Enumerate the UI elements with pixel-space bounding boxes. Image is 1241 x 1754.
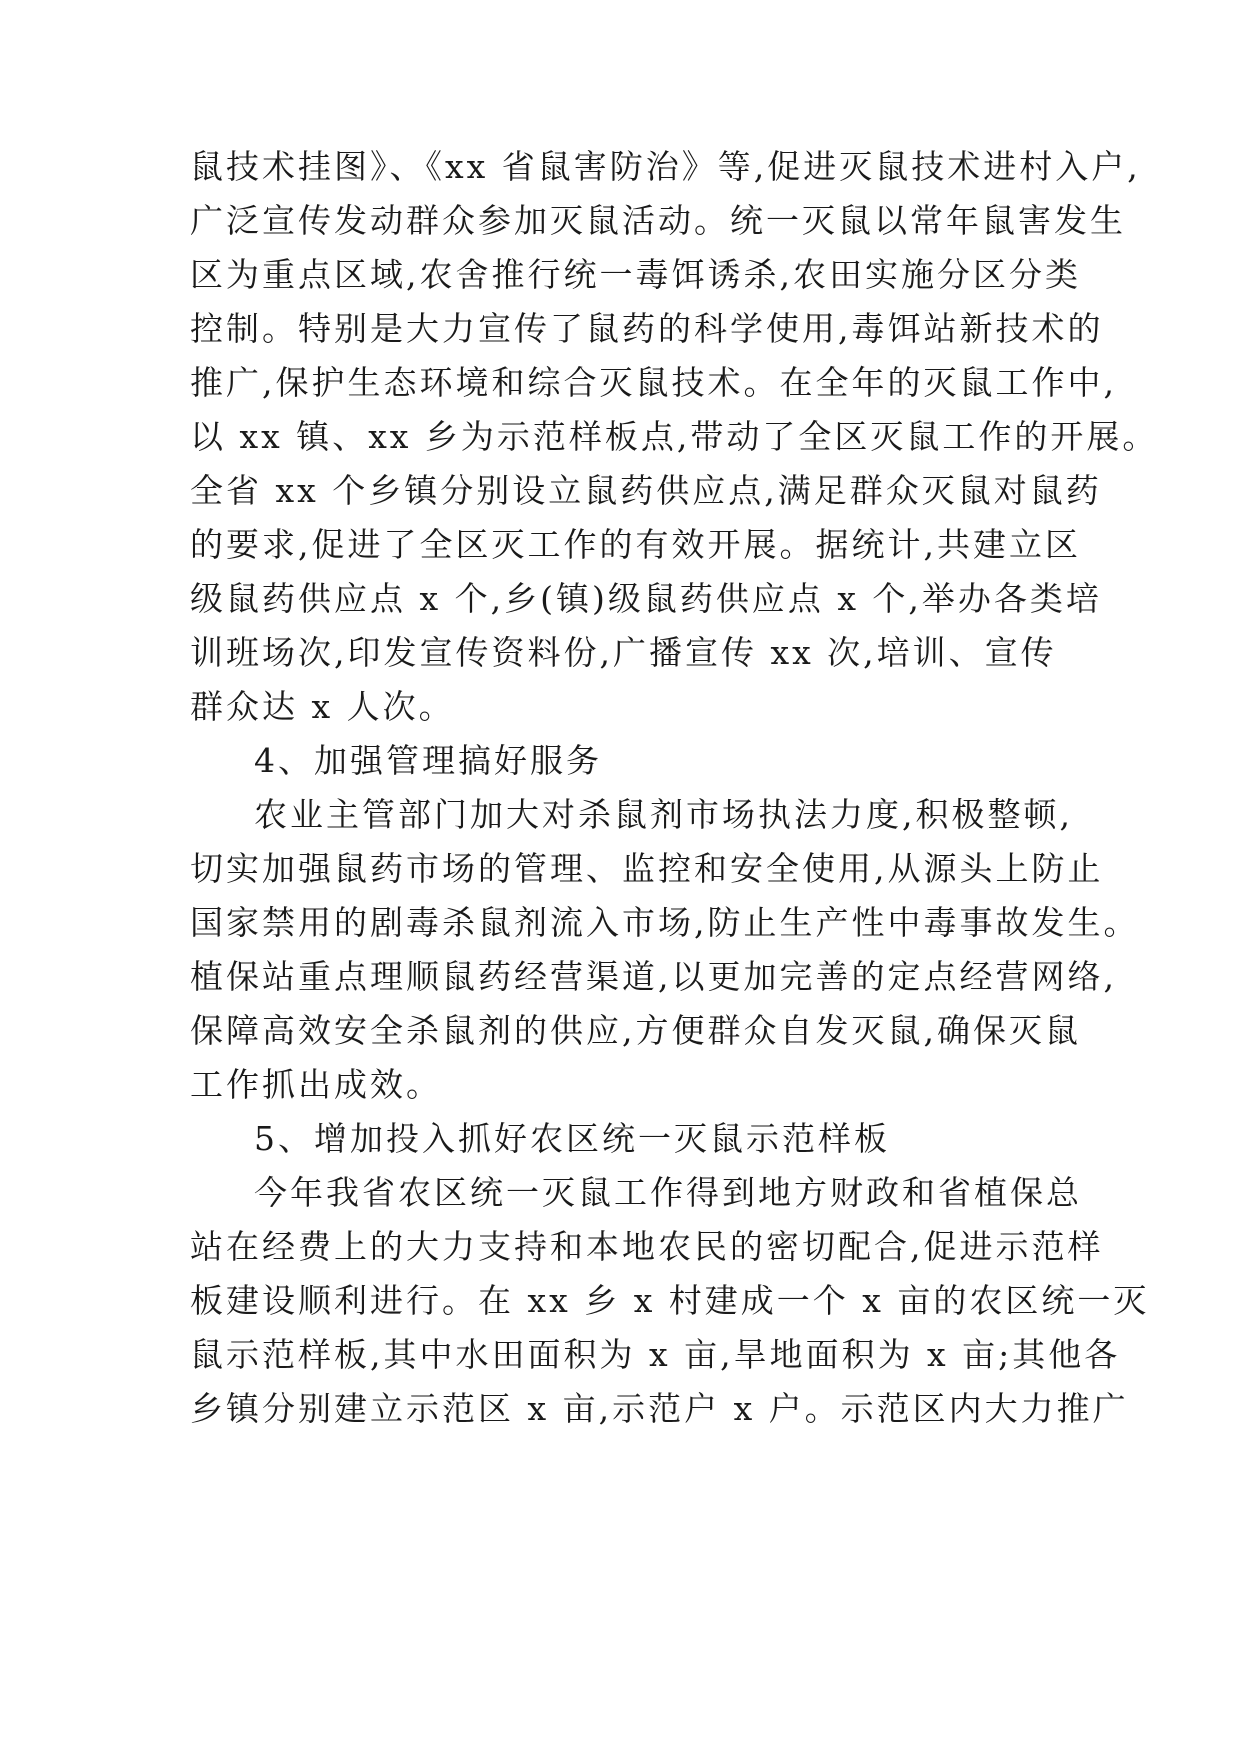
- paragraph-line: 鼠技术挂图》、《xx 省鼠害防治》等,促进灭鼠技术进村入户,: [190, 147, 1141, 186]
- paragraph-line: 以 xx 镇、xx 乡为示范样板点,带动了全区灭鼠工作的开展。: [190, 417, 1159, 456]
- paragraph-line: 级鼠药供应点 x 个,乡(镇)级鼠药供应点 x 个,举办各类培: [190, 579, 1102, 618]
- paragraph-line: 农业主管部门加大对杀鼠剂市场执法力度,积极整顿,: [254, 795, 1073, 834]
- paragraph-line: 切实加强鼠药市场的管理、监控和安全使用,从源头上防止: [190, 849, 1104, 888]
- paragraph-line: 的要求,促进了全区灭工作的有效开展。据统计,共建立区: [190, 525, 1081, 564]
- paragraph-line: 训班场次,印发宣传资料份,广播宣传 xx 次,培训、宣传: [190, 633, 1057, 672]
- paragraph-line: 板建设顺利进行。在 xx 乡 x 村建成一个 x 亩的农区统一灭: [190, 1281, 1150, 1320]
- paragraph-line: 植保站重点理顺鼠药经营渠道,以更加完善的定点经营网络,: [190, 957, 1117, 996]
- paragraph-line: 区为重点区域,农舍推行统一毒饵诱杀,农田实施分区分类: [190, 255, 1081, 294]
- paragraph-line: 国家禁用的剧毒杀鼠剂流入市场,防止生产性中毒事故发生。: [190, 903, 1140, 942]
- paragraph-line: 鼠示范样板,其中水田面积为 x 亩,旱地面积为 x 亩;其他各: [190, 1335, 1121, 1374]
- paragraph-line: 工作抓出成效。: [190, 1065, 442, 1104]
- paragraph-line: 保障高效安全杀鼠剂的供应,方便群众自发灭鼠,确保灭鼠: [190, 1011, 1081, 1050]
- paragraph-line: 群众达 x 人次。: [190, 687, 455, 726]
- section-heading: 5、增加投入抓好农区统一灭鼠示范样板: [254, 1119, 890, 1158]
- paragraph-line: 推广,保护生态环境和综合灭鼠技术。在全年的灭鼠工作中,: [190, 363, 1117, 402]
- paragraph-line: 今年我省农区统一灭鼠工作得到地方财政和省植保总: [254, 1173, 1082, 1212]
- paragraph-line: 乡镇分别建立示范区 x 亩,示范户 x 户。示范区内大力推广: [190, 1389, 1129, 1428]
- paragraph-line: 全省 xx 个乡镇分别设立鼠药供应点,满足群众灭鼠对鼠药: [190, 471, 1102, 510]
- section-heading: 4、加强管理搞好服务: [254, 741, 602, 780]
- paragraph-line: 控制。特别是大力宣传了鼠药的科学使用,毒饵站新技术的: [190, 309, 1104, 348]
- paragraph-line: 广泛宣传发动群众参加灭鼠活动。统一灭鼠以常年鼠害发生: [190, 201, 1126, 240]
- paragraph-line: 站在经费上的大力支持和本地农民的密切配合,促进示范样: [190, 1227, 1104, 1266]
